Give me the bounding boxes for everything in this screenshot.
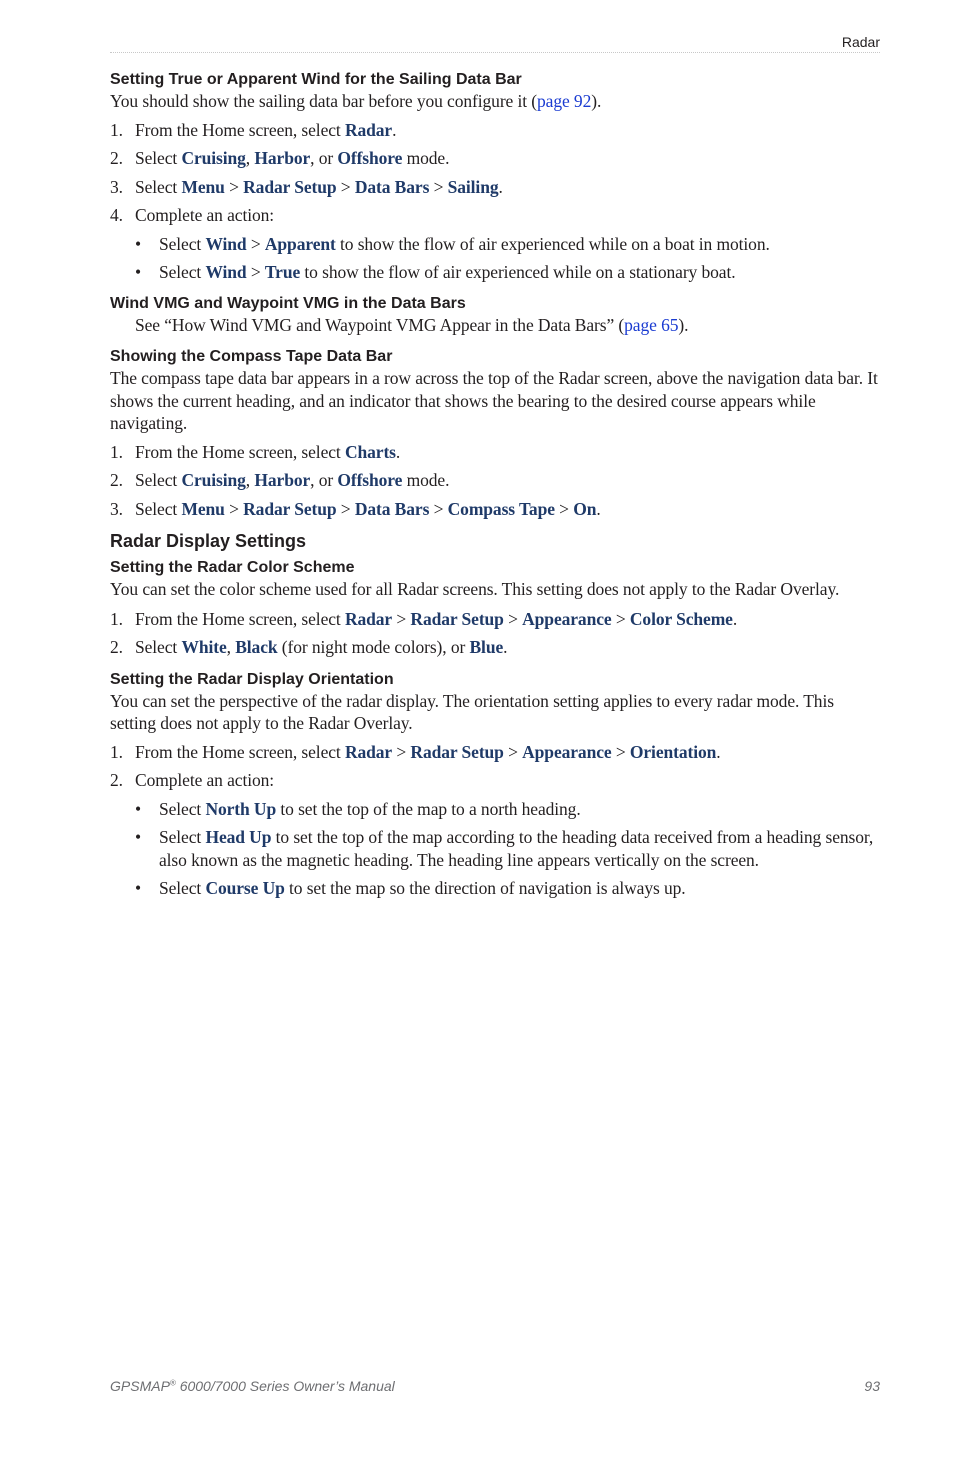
- list-item: 4. Complete an action:: [110, 205, 275, 225]
- paragraph-compass-tape: The compass tape data bar appears in a row across the top of the Radar screen, above the navigation data bar. It shows the current heading, and an indicator that shows the bearing to the desired course appears while navigating.: [110, 368, 878, 433]
- bullets-orientation: [110, 798, 880, 900]
- list-item: 2. Select White, Black (for night mode colors), or Blue.: [110, 637, 508, 657]
- steps-orientation: [110, 741, 880, 792]
- section-label: Radar: [841, 34, 880, 50]
- page-content: [110, 70, 880, 900]
- paragraph-color-scheme: You can set the color scheme used for all Radar screens. This setting does not apply to the Radar Overlay.: [110, 579, 840, 599]
- heading-radar-display-settings: Radar Display Settings: [110, 531, 307, 551]
- list-item: 1. From the Home screen, select Radar > Radar Setup > Appearance > Orientation.: [110, 741, 721, 762]
- bullets-sailing: [110, 233, 880, 284]
- steps-sailing: [110, 119, 880, 227]
- list-item: 2. Select Cruising, Harbor, or Offshore mode.: [110, 148, 450, 168]
- list-item: 2. Select Cruising, Harbor, or Offshore mode.: [110, 470, 450, 490]
- list-item: • Select North Up to set the top of the map to a north heading.: [135, 798, 581, 819]
- header-rule: [110, 52, 880, 53]
- heading-compass-tape: Showing the Compass Tape Data Bar: [110, 348, 393, 365]
- list-item: 2. Complete an action:: [110, 770, 275, 790]
- paragraph-orientation: You can set the perspective of the radar display. The orientation setting applies to every radar mode. This setting does not apply to the Radar Overlay.: [110, 690, 834, 733]
- heading-orientation: Setting the Radar Display Orientation: [110, 670, 394, 688]
- list-item: 1. From the Home screen, select Radar.: [110, 119, 397, 140]
- list-item: 3. Select Menu > Radar Setup > Data Bars > Compass Tape > On.: [110, 498, 601, 519]
- heading-vmg: Wind VMG and Waypoint VMG in the Data Bars: [110, 294, 466, 312]
- footer-page-number: 93: [864, 1378, 880, 1394]
- footer-manual-title: GPSMAP® 6000/7000 Series Owner’s Manual: [110, 1378, 395, 1394]
- list-item: 3. Select Menu > Radar Setup > Data Bars > Sailing.: [110, 176, 503, 197]
- list-item: • Select Head Up to set the top of the map according to the heading data received from a heading sensor, also known as the magnetic heading. The heading line appears vertically on the screen.: [135, 827, 874, 870]
- list-item: 1. From the Home screen, select Radar > Radar Setup > Appearance > Color Scheme.: [110, 608, 738, 629]
- page-92-link[interactable]: page 92: [537, 91, 592, 111]
- heading-sailing-wind: Setting True or Apparent Wind for the Sailing Data Bar: [110, 71, 522, 88]
- steps-compass-tape: [110, 441, 880, 521]
- list-item: • Select Wind > True to show the flow of air experienced while on a stationary boat.: [135, 262, 736, 282]
- paragraph-sailing-intro: You should show the sailing data bar before you configure it (page 92).: [110, 91, 602, 111]
- steps-color-scheme: [110, 608, 880, 659]
- page-65-link[interactable]: page 65: [624, 314, 679, 335]
- list-item: 1. From the Home screen, select Charts.: [110, 441, 401, 462]
- heading-color-scheme: Setting the Radar Color Scheme: [110, 559, 355, 576]
- list-item: • Select Course Up to set the map so the direction of navigation is always up.: [135, 878, 686, 898]
- paragraph-vmg: See “How Wind VMG and Waypoint VMG Appear in the Data Bars” (page 65).: [135, 314, 689, 335]
- list-item: • Select Wind > Apparent to show the flow of air experienced while on a boat in motion.: [135, 233, 770, 254]
